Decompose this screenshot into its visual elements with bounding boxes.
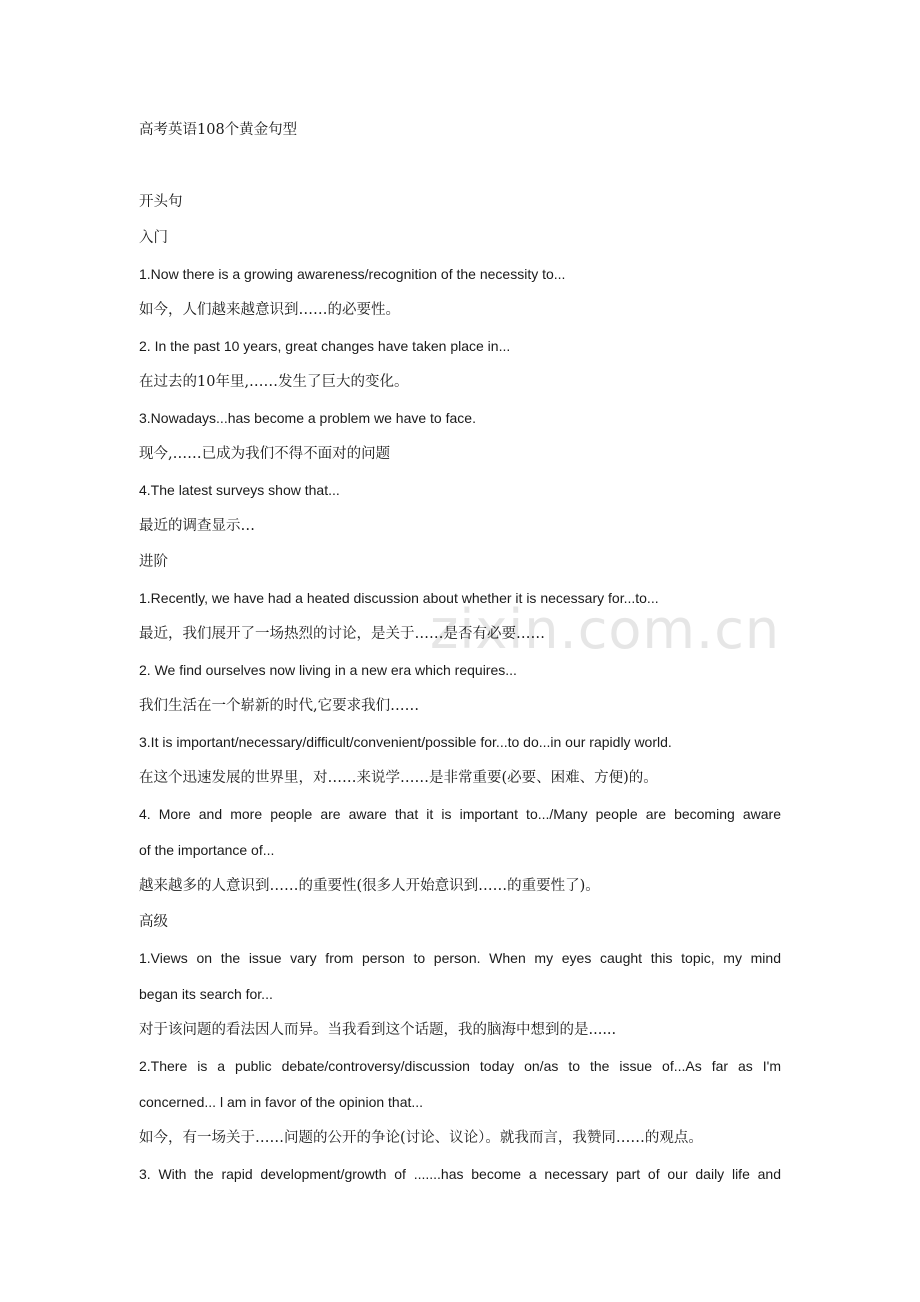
sentence-cn: 在过去的10年里,……发生了巨大的变化。 <box>139 374 409 390</box>
sentence-en-continued: concerned... l am in favor of the opinion that... <box>139 1094 424 1110</box>
sentence-cn: 最近，我们展开了一场热烈的讨论，是关于……是否有必要…… <box>139 626 545 642</box>
section-heading: 开头句 <box>139 194 183 210</box>
sentence-cn: 越来越多的人意识到……的重要性(很多人开始意识到……的重要性了)。 <box>139 878 600 894</box>
level-heading-advanced: 高级 <box>139 914 168 930</box>
sentence-cn: 在这个迅速发展的世界里，对……来说学……是非常重要(必要、困难、方便)的。 <box>139 770 658 786</box>
sentence-en: 3.Nowadays...has become a problem we have to face. <box>139 410 476 426</box>
sentence-cn: 最近的调查显示… <box>139 518 255 534</box>
sentence-en: 4.The latest surveys show that... <box>139 482 340 498</box>
sentence-cn: 如今，人们越来越意识到……的必要性。 <box>139 302 400 318</box>
document-title: 高考英语108个黄金句型 <box>139 122 298 138</box>
sentence-en: 1.Views on the issue vary from person to person. When my eyes caught this topic, my mind <box>139 950 781 966</box>
sentence-en: 2.There is a public debate/controversy/discussion today on/as to the issue of...As far as I'm <box>139 1058 781 1074</box>
sentence-en-continued: of the importance of... <box>139 842 275 858</box>
sentence-cn: 对于该问题的看法因人而异。当我看到这个话题，我的脑海中想到的是...... <box>139 1022 617 1038</box>
sentence-cn: 现今,……已成为我们不得不面对的问题 <box>139 446 391 462</box>
level-heading-basic: 入门 <box>139 230 168 246</box>
sentence-cn: 如今，有一场关于……问题的公开的争论(讨论、议论）。就我而言，我赞同……的观点。 <box>139 1130 703 1146</box>
watermark: zixin.com.cn <box>430 598 781 661</box>
sentence-en: 3.It is important/necessary/difficult/convenient/possible for...to do...in our rapidly world. <box>139 734 672 750</box>
sentence-en-continued: began its search for... <box>139 986 273 1002</box>
document-body <box>139 112 781 1192</box>
sentence-en: 4. More and more people are aware that it is important to.../Many people are becoming aware <box>139 806 781 822</box>
level-heading-intermediate: 进阶 <box>139 554 168 570</box>
sentence-en: 1.Recently, we have had a heated discussion about whether it is necessary for...to... <box>139 590 659 606</box>
sentence-en: 1.Now there is a growing awareness/recognition of the necessity to... <box>139 266 566 282</box>
sentence-cn: 我们生活在一个崭新的时代,它要求我们…… <box>139 698 420 714</box>
sentence-en: 3. With the rapid development/growth of .......has become a necessary part of our daily life and <box>139 1166 781 1182</box>
sentence-en: 2. We find ourselves now living in a new era which requires... <box>139 662 517 678</box>
sentence-en: 2. In the past 10 years, great changes have taken place in... <box>139 338 511 354</box>
